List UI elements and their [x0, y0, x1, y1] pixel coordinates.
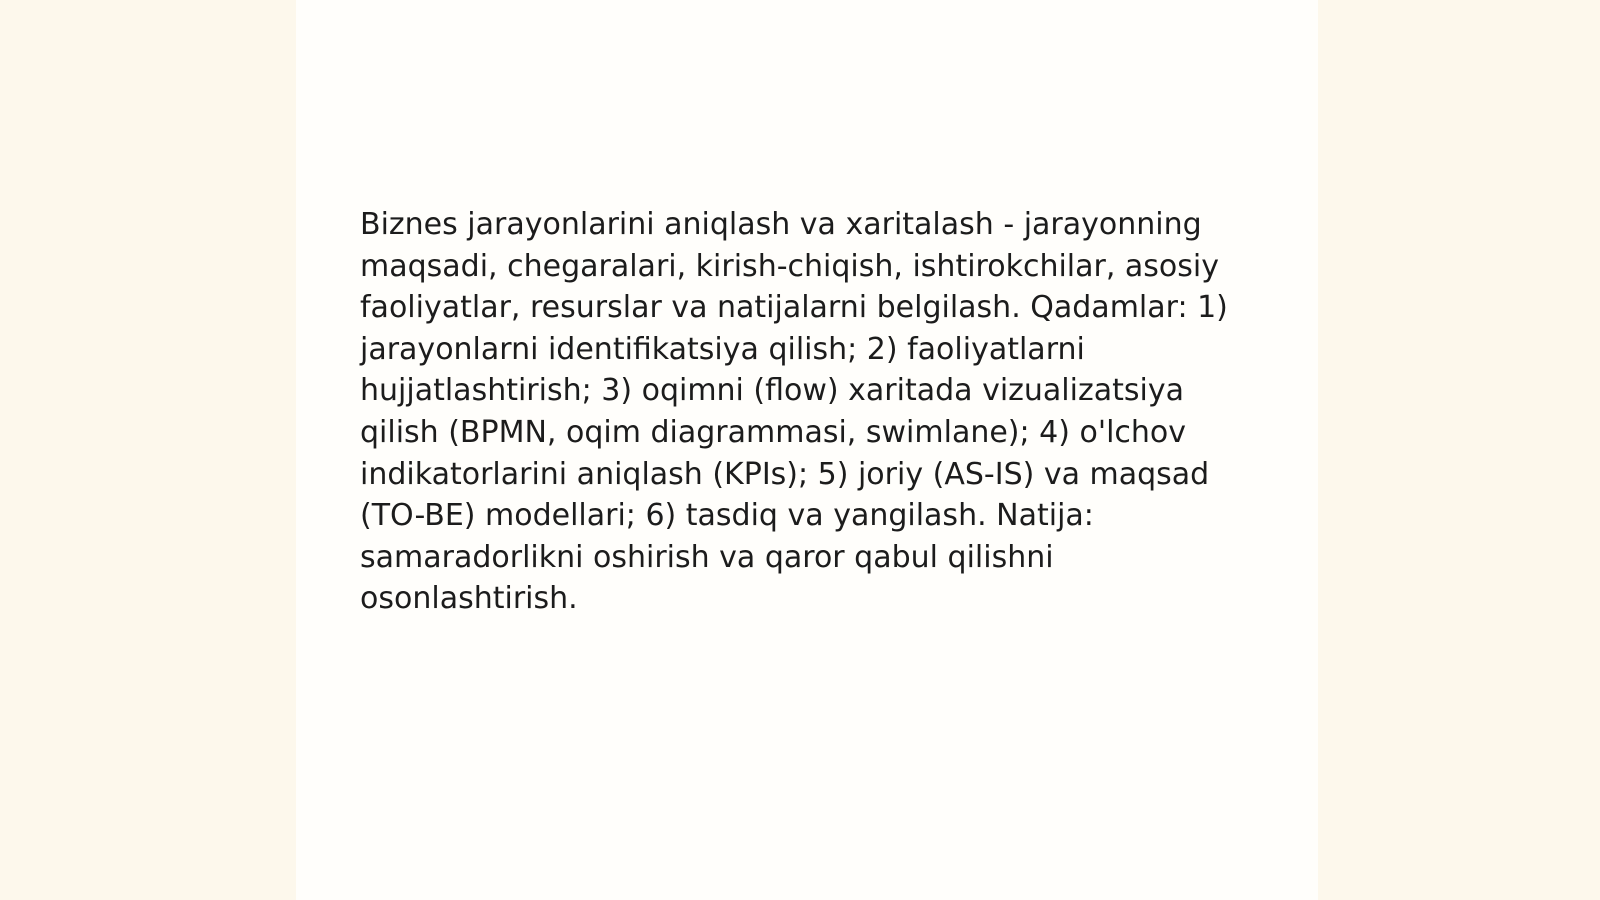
- slide: [296, 0, 1318, 900]
- slide-body-text: Biznes jarayonlarini aniqlash va xaritalash - jarayonning maqsadi, chegaralari, kirish-chiqish, ishtirokchilar, asosiy faoliyatlar, resurslar va natijalarni belgilash. Qadamlar: 1) jarayonlarni identifikatsiya qilish; 2) faoliyatlarni hujjatlashtirish; 3) oqimni (flow) xaritada vizualizatsiya qilish (BPMN, oqim diagrammasi, swimlane); 4) o'lchov indikatorlarini aniqlash (KPIs); 5) joriy (AS-IS) va maqsad (TO-BE) modellari; 6) tasdiq va yangilash. Natija: samaradorlikni oshirish va qaror qabul qilishni osonlashtirish.: [360, 207, 1228, 617]
